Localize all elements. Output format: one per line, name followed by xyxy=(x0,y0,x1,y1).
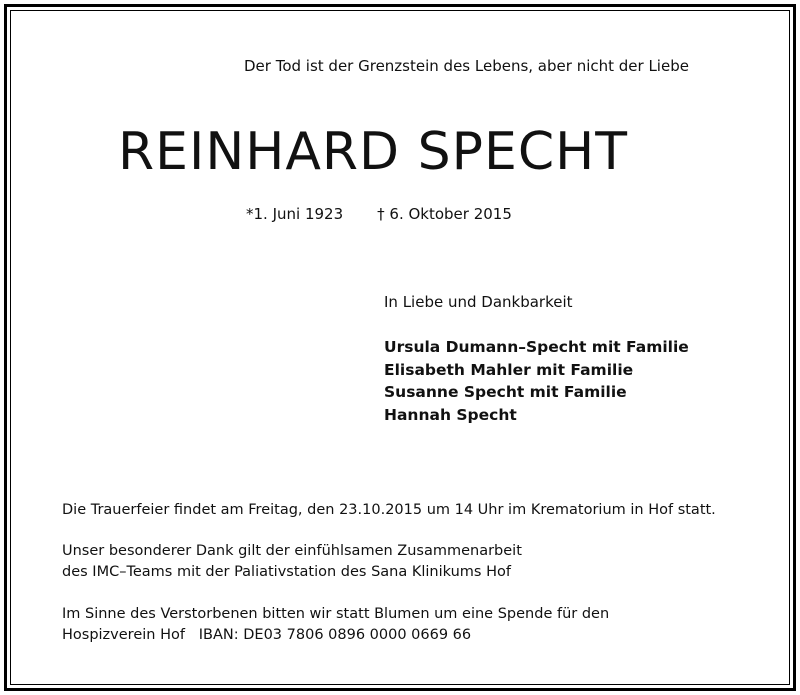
thanks-line: des IMC–Teams mit der Paliativstation des Sana Klinikums Hof xyxy=(62,563,511,580)
deceased-name: REINHARD SPECHT xyxy=(118,122,628,182)
mourner: Elisabeth Mahler mit Familie xyxy=(384,360,634,379)
donation-paragraph xyxy=(62,604,609,645)
lead-line: In Liebe und Dankbarkeit xyxy=(384,293,573,311)
mourner: Ursula Dumann–Specht mit Familie xyxy=(384,338,689,356)
birth-date: *1. Juni 1923 xyxy=(246,205,344,223)
donation-line: Im Sinne des Verstorbenen bitten wir statt Blumen um eine Spende für den xyxy=(62,606,610,622)
motto: Der Tod ist der Grenzstein des Lebens, aber nicht der Liebe xyxy=(244,57,689,75)
funeral-text: Die Trauerfeier findet am Freitag, den 23.10.2015 um 14 Uhr im Krematorium in Hof statt. xyxy=(62,502,716,518)
donation-line: Hospizverein Hof IBAN: DE03 7806 0896 0000 0669 66 xyxy=(62,626,472,643)
funeral-paragraph xyxy=(62,500,716,521)
death-date: † 6. Oktober 2015 xyxy=(377,205,512,223)
thanks-line: Unser besonderer Dank gilt der einfühlsamen Zusammenarbeit xyxy=(62,543,522,559)
mourners-list xyxy=(384,336,689,426)
life-dates xyxy=(246,205,512,223)
mourner: Susanne Specht mit Familie xyxy=(384,383,627,401)
thanks-paragraph xyxy=(62,541,522,582)
mourner: Hannah Specht xyxy=(384,405,517,424)
